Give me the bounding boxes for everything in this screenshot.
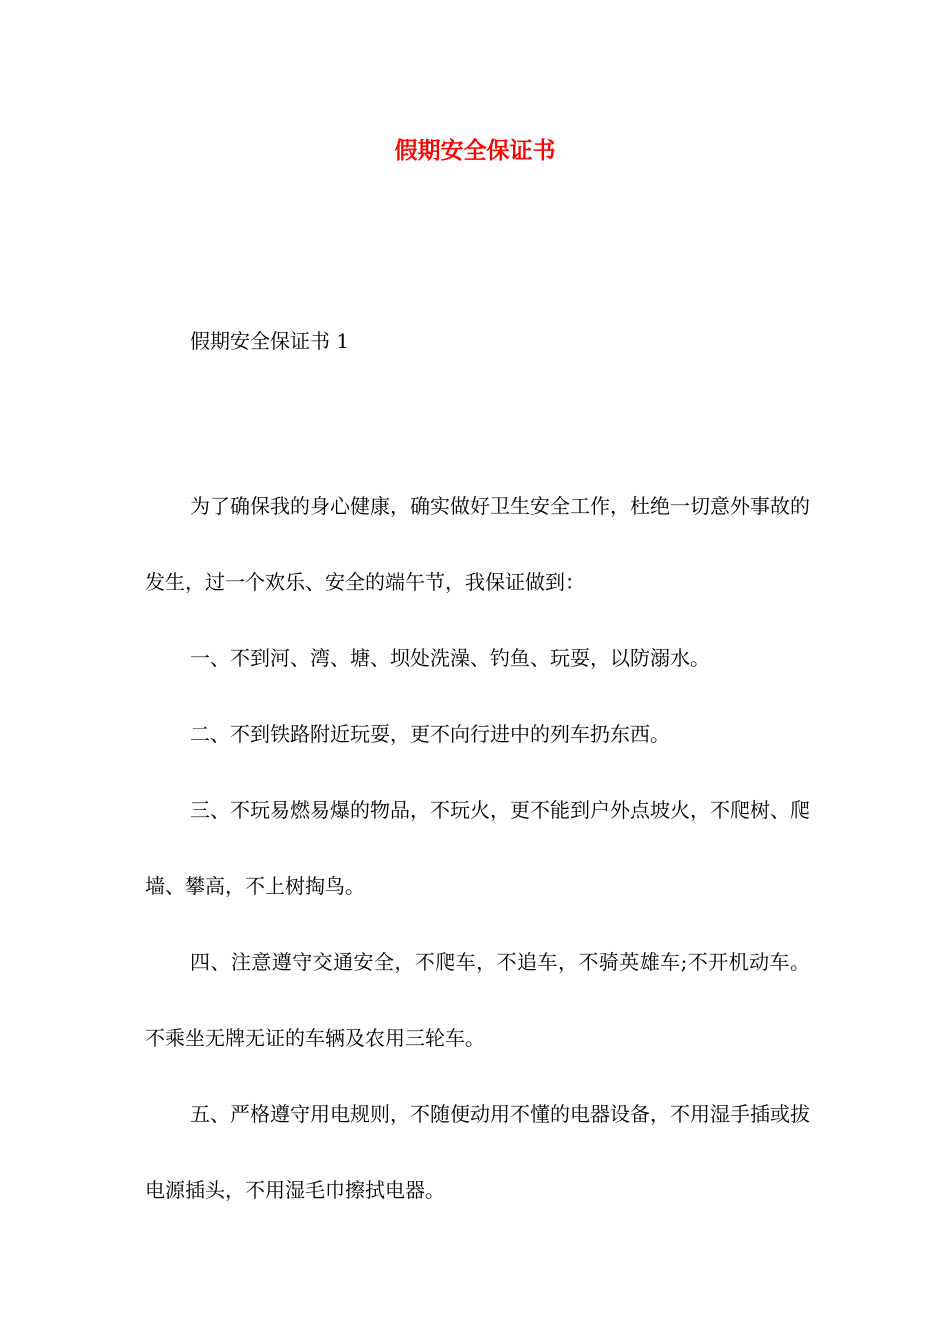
paragraph-item-2: 二、不到铁路附近玩耍，更不向行进中的列车扔东西。 bbox=[190, 722, 670, 746]
section-heading: 假期安全保证书 1 bbox=[190, 329, 350, 353]
document-body bbox=[145, 468, 810, 1228]
paragraph-item-4: 四、注意遵守交通安全，不爬车，不追车，不骑英雄车;不开机动车。不乘坐无牌无证的车辆及农用三轮车。 bbox=[145, 950, 810, 1050]
paragraph-item-3: 三、不玩易燃易爆的物品，不玩火，更不能到户外点坡火，不爬树、爬墙、攀高，不上树掏鸟。 bbox=[145, 798, 810, 898]
paragraph-item-1: 一、不到河、湾、塘、坝处洗澡、钓鱼、玩耍，以防溺水。 bbox=[190, 646, 710, 670]
paragraph-intro: 为了确保我的身心健康，确实做好卫生安全工作，杜绝一切意外事故的发生，过一个欢乐、安全的端午节，我保证做到： bbox=[145, 494, 810, 594]
paragraph-item-5: 五、严格遵守用电规则，不随便动用不懂的电器设备，不用湿手插或拔电源插头，不用湿毛巾擦拭电器。 bbox=[145, 1102, 810, 1202]
document-title: 假期安全保证书 bbox=[394, 137, 556, 164]
